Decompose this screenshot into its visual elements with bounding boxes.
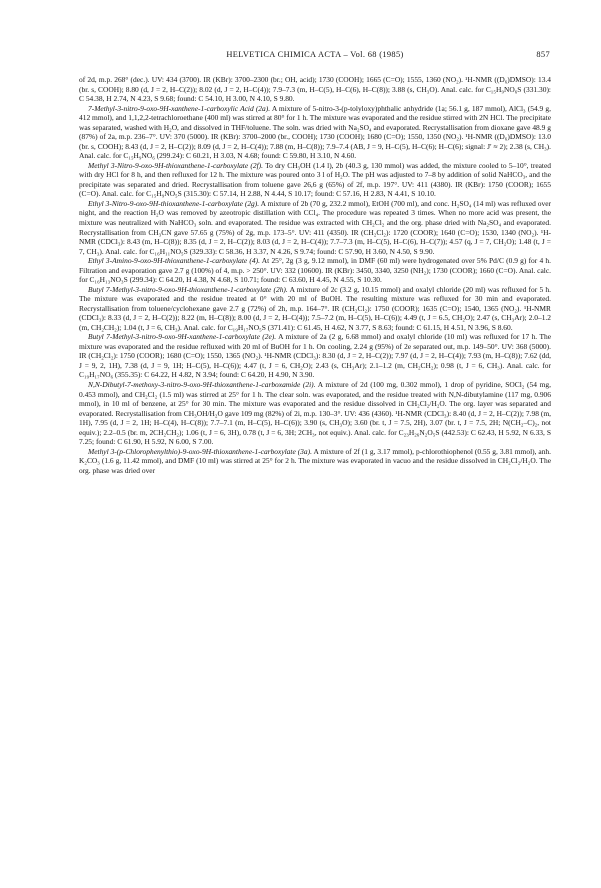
article-body bbox=[79, 75, 551, 475]
compound-title: Methyl 3-Nitro-9-oxo-9H-thioxanthene-1-carboxylate (2f). bbox=[88, 160, 263, 170]
journal-page bbox=[79, 50, 551, 475]
paragraph-text: A mixture of 2a (2 g, 6.68 mmol) and oxalyl chloride (10 ml) was refluxed for 17 h. The mixture was evaporated and the residue refluxed with 20 ml of BuOH for 1 h. On cooling, 2.24 g (95%) of 2e separated out, m.p. 149–50°. UV: 368 (5000). IR (CH₂Cl₂): 1750 (COOR); 1680 (C=O); 1550, 1365 (NO₂). ¹H-NMR (CDCl₃): 8.30 (d, J = 2, H–C(2)); 7.97 (d, J = 2, H–C(4)); 7.93 (m, H–C(8)); 7.62 (dd, J = 9, 2, 1H), 7.38 (d, J = 9, 1H; H–C(5), H–C(6)); 4.47 (t, J = 6, CH₂O); 2.43 (s, CH₃Ar); 2.1–1.2 (m, CH₂CH₂); 0.98 (t, J = 6, CH₃). Anal. calc. for C₁₉H₁₇NO₆ (355.35): C 64.22, H 4.82, N 3.94; found: C 64.20, H 4.90, N 3.90. bbox=[79, 332, 552, 380]
compound-title: Ethyl 3-Amino-9-oxo-9H-thioxanthene-1-carboxylate (4). bbox=[88, 256, 260, 266]
compound-title: Ethyl 3-Nitro-9-oxo-9H-thioxanthene-1-carboxylate (2g). bbox=[88, 198, 260, 208]
paragraph-3a bbox=[79, 447, 551, 476]
paragraph-2a bbox=[79, 104, 551, 161]
page-number: 857 bbox=[536, 50, 550, 59]
compound-title: Butyl 7-Methyl-3-nitro-9-oxo-9H-xanthene-1-carboxylate (2e). bbox=[88, 332, 277, 342]
running-header bbox=[79, 50, 551, 62]
paragraph-text: A mixture of 2f (1 g, 3.17 mmol), p-chlorothiophenol (0.55 g, 3.81 mmol), anh. K₂CO₃ (1.6 g, 11.42 mmol), and DMF (10 ml) was stirred at 25° for 2 h. The mixture was evaporated in vacuo and the residue dissolved in CH₂Cl₂/H₂O. The org. phase was dried over bbox=[79, 446, 551, 475]
paragraph-text: A mixture of 2d (100 mg, 0.302 mmol), 1 drop of pyridine, SOCl₂ (54 mg, 0.453 mmol), and CH₂Cl₂ (1.5 ml) was stirred at 25° for 1 h. The clear soln. was evaporated, and the residue treated with N,N-dibutylamine (117 mg, 0.906 mmol), in 10 ml of benzene, at 25° for 30 min. The mixture was evaporated and the residue dissolved in CH₂Cl₂/H₂O. The org. layer was separated and evaporated. Recrystallisation from CH₃OH/H₂O gave 109 mg (82%) of 2i, m.p. 130–3°. UV: 436 (4360). ¹H-NMR (CDCl₃): 8.40 (d, J = 2, H–C(2)); 7.98 (m, 1H), 7.95 (d, J = 2, 1H; H–C(4), H–C(8)); 7.7–7.1 (m, H–C(5), H–C(6)); 3.90 (s, CH₃O); 3.60 (br. t, J = 7.5, 2H), 3.07 (br. t, J = 7.5, 2H; N(CH₂–C)₂, not equiv.); 2.2–0.5 (br. m, 2CH₂CH₂); 1.06 (t, J = 6, 3H), 0.78 (t, J = 6, 3H; 2CH₃, not equiv.). Anal. calc. for C₂₃H₂₆N₂O₅S (442.53): C 62.43, H 5.92, N 6.33, S 7.25; found: C 61.90, H 5.92, N 6.00, S 7.00. bbox=[79, 380, 551, 447]
paragraph-text: At 25°, 2g (3 g, 9.12 mmol), in DMF (60 ml) were hydrogenated over 5% Pd/C (0.9 g) for 4 h. Filtration and evaporation gave 2.7 g (100%) of 4, m.p. > 250°. UV: 332 (10600). IR (KBr): 3450, 3340, 3250 (NH₂); 1730 (COOR); 1660 (C=O). Anal. calc. for C₁₆H₁₃NO₃S (299.34): C 64.20, H 4.38, N 4.68, S 10.71; found: C 63.60, H 4.45, N 4.55, S 10.30. bbox=[79, 256, 551, 285]
paragraph-text: A mixture of 2c (3.2 g, 10.15 mmol) and oxalyl chloride (20 ml) was refluxed for 5 h. The mixture was evaporated and the residue treated at 0° with 20 ml of BuOH. The resulting mixture was refluxed for 30 min and evaporated. Recrystallisation from toluene/cyclohexane gave 2.7 g (72%) of 2h, m.p. 164–7°. IR (CH₂Cl₂): 1750 (COOR); 1635 (C=O); 1540, 1365 (NO₂). ¹H-NMR (CDCl₃): 8.33 (d, J = 2, H–C(2)); 8.22 (m, H–C(8)); 8.00 (d, J = 2, H–C(4)); 7.5–7.2 (m, H–C(5), H–C(6)); 4.49 (t, J = 6.5, CH₂O); 2.47 (s, CH₃Ar); 2.0–1.2 (m, CH₂CH₂); 1.04 (t, J = 6, CH₃). Anal. calc. for C₁₉H₁₇NO₅S (371.41): C 61.45, H 4.62, N 3.77, S 8.63; found: C 61.15, H 4.51, N 3.96, S 8.60. bbox=[79, 284, 551, 332]
paragraph-2f bbox=[79, 161, 551, 199]
paragraph-2e bbox=[79, 332, 551, 380]
compound-title: Methyl 3-(p-Chlorophenylthio)-9-oxo-9H-thioxanthene-1-carboxylate (3a). bbox=[88, 446, 312, 456]
paragraph-text: A mixture of 5-nitro-3-(p-tolyloxy)phthalic anhydride (1a; 56.1 g, 187 mmol), AlCl₃ (54.9 g, 412 mmol), and 1,1,2,2-tetrachloroethane (400 ml) was stirred at 80° for 1 h. The mixture was evaporated and the residue stirred with 2N HCl. The precipitate was separated, washed with H₂O, and dissolved in THF/toluene. The soln. was dried with Na₂SO₄ and evaporated. Recrystallisation from dioxane gave 48.9 g (87%) of 2a, m.p. 236–7°. UV: 370 (5000). IR (KBr): 3700–2000 (br., COOH); 1730 (COOH); 1680 (C=O); 1550, 1350 (NO₂). ¹H-NMR ((D₆)DMSO): 13.0 (br. s, COOH); 8.43 (d, J = 2, H–C(2)); 8.09 (d, J = 2, H–C(4)); 7.88 (m, H–C(8)); 7.9–7.4 (AB, J = 9, H–C(5), H–C(6); H–C(6); signal: J′ ≈ 2); 2.38 (s, CH₃). Anal. calc. for C₁₅H₉NO₆ (299.24): C 60.21, H 3.03, N 4.68; found: C 59.80, H 3.10, N 4.60. bbox=[79, 103, 551, 161]
paragraph-4 bbox=[79, 256, 551, 285]
paragraph-2h bbox=[79, 285, 551, 333]
paragraph-1 bbox=[79, 75, 551, 104]
paragraph-2g bbox=[79, 199, 551, 256]
paragraph-2i bbox=[79, 380, 551, 447]
paragraph-text: To dry CH₃OH (1.4 l), 2b (40.3 g, 130 mmol) was added, the mixture cooled to 5–10°, treated with dry HCl for 8 h, and then refluxed for 12 h. The mixture was poured onto 3 l of H₂O. The pH was adjusted to 7–8 by addition of solid NaHCO₃, and the precipitate was separated and dried. Recrystallisation from toluene gave 26,6 g (65%) of 2f, m.p. 197°. UV: 411 (4380). IR (KBr): 1750 (COOR); 1655 (C=O). Anal. calc. for C₁₅H₉NO₅S (315.30): C 57.14, H 2.88, N 4.44, S 10.17; found: C 57.16, H 2.83, N 4.41, S 10.10. bbox=[79, 160, 552, 199]
compound-title: N,N-Dibutyl-7-methoxy-3-nitro-9-oxo-9H-thioxanthene-1-carboxamide (2i). bbox=[88, 380, 316, 389]
paragraph-text: A mixture of 2b (70 g, 232.2 mmol), EtOH (700 ml), and conc. H₂SO₄ (14 ml) was refluxed over night, and the reaction H₂O was removed by azeotropic distillation with CCl₄. The procedure was repeated 3 times. When no more acid was present, the mixture was neutralized with NaHCO₃ soln. and evaporated. The residue was extracted with CH₂Cl₂ and the org. phase dried with Na₂SO₄ and evaporated. Recrystallisation from CH₃CN gave 57.65 g (75%) of 2g, m.p. 173–5°. UV: 411 (4350). IR (CH₂Cl₂): 1720 (COOR); 1640 (C=O); 1530, 1340 (NO₂). ¹H-NMR (CDCl₃): 8.43 (m, H–C(8)); 8.35 (d, J = 2, H–C(2)); 8.03 (d, J = 2, H–C(4)); 7.7–7.3 (m, H–C(5), H–C(6), H–C(7)); 4.57 (q, J = 7, CH₂O); 1.48 (t, J = 7, CH₃). Anal. calc. for C₁₆H₁₁NO₅S (329.33): C 58.36, H 3.37, N 4.26, S 9.74; found: C 57.90, H 3.60, N 4.50, S 9.90. bbox=[79, 198, 552, 256]
compound-title: Butyl 7-Methyl-3-nitro-9-oxo-9H-thioxanthene-1-carboxylate (2h). bbox=[88, 284, 288, 294]
paragraph-text: of 2d, m.p. 268° (dec.). UV: 434 (3700). IR (KBr): 3700–2300 (br.; OH, acid); 1730 (COOH); 1665 (C=O); 1555, 1360 (NO₂). ¹H-NMR ((D₆)DMSO): 13.4 (br. s, COOH); 8.80 (d, J = 2, H–C(2)); 8.02 (d, J = 2, H–C(4)); 7.9–7.3 (m, H–C(5), H–C(6), H–C(8)); 3.88 (s, CH₃O). Anal. calc. for C₁₅H₉NO₆S (331.30): C 54.38, H 2.74, N 4.23, S 9.68; found: C 54.10, H 3.00, N 4.10, S 9.80. bbox=[79, 75, 551, 104]
compound-title: 7-Methyl-3-nitro-9-oxo-9H-xanthene-1-carboxylic Acid (2a). bbox=[88, 103, 271, 113]
journal-title: HELVETICA CHIMICA ACTA – Vol. 68 (1985) bbox=[226, 50, 404, 59]
